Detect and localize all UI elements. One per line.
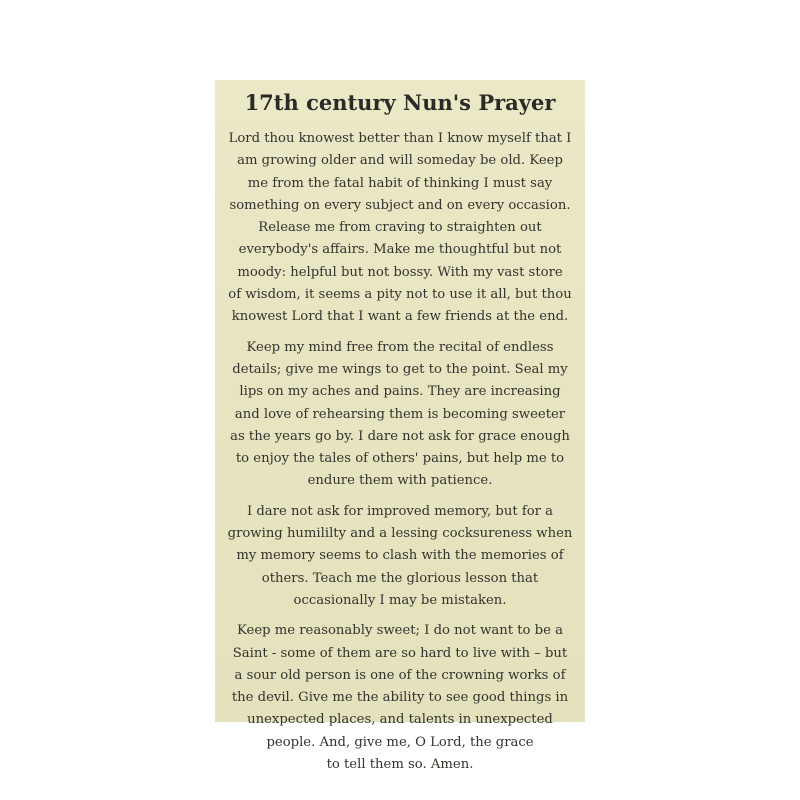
prayer-line: everybody's affairs. Make me thoughtful but not [238, 242, 562, 258]
prayer-line: to tell them so. Amen. [326, 757, 474, 773]
prayer-line: am growing older and will someday be old. Keep [237, 153, 563, 169]
prayer-line: me from the fatal habit of thinking I must say [247, 175, 553, 191]
prayer-line: others. Teach me the glorious lesson that [261, 570, 539, 586]
prayer-line: Lord thou knowest better than I know myself that I [228, 131, 572, 146]
prayer-line: a sour old person is one of the crowning works of [234, 667, 566, 683]
prayer-line: unexpected places, and talents in unexpected [247, 712, 553, 728]
prayer-line: moody: helpful but not bossy. With my vast store [237, 264, 563, 280]
prayer-line: to enjoy the tales of others' pains, but help me to [235, 451, 565, 467]
prayer-line: my memory seems to clash with the memories of [236, 548, 564, 564]
prayer-line: people. And, give me, O Lord, the grace [266, 734, 534, 750]
prayer-line: Keep my mind free from the recital of endless [246, 339, 554, 355]
prayer-body [209, 128, 591, 784]
prayer-line: growing humililty and a lessing cocksureness when [227, 526, 573, 542]
prayer-paragraph [209, 337, 591, 493]
prayer-line: lips on my aches and pains. They are increasing [239, 384, 561, 400]
prayer-line: and love of rehearsing them is becoming sweeter [234, 406, 566, 422]
prayer-paragraph [209, 501, 591, 612]
prayer-line: of wisdom, it seems a pity not to use it all, but thou [228, 287, 572, 303]
prayer-title: 17th century Nun's Prayer [244, 90, 556, 115]
prayer-line: Keep me reasonably sweet; I do not want to be a [237, 623, 563, 639]
prayer-paragraph [209, 620, 591, 776]
prayer-line: knowest Lord that I want a few friends at the end. [231, 309, 569, 325]
prayer-paragraph [209, 128, 591, 329]
prayer-line: details; give me wings to get to the point. Seal my [232, 361, 568, 377]
prayer-line: the devil. Give me the ability to see good things in [231, 690, 569, 706]
prayer-card [215, 80, 585, 773]
prayer-line: Release me from craving to straighten out [258, 220, 542, 236]
prayer-line: Saint - some of them are so hard to live with – but [232, 645, 568, 661]
prayer-line: as the years go by. I dare not ask for grace enough [230, 428, 570, 444]
prayer-line: endure them with patience. [307, 473, 493, 489]
prayer-line: something on every subject and on every occasion. [229, 197, 571, 213]
prayer-line: I dare not ask for improved memory, but for a [246, 503, 554, 519]
prayer-line: occasionally I may be mistaken. [293, 592, 507, 608]
